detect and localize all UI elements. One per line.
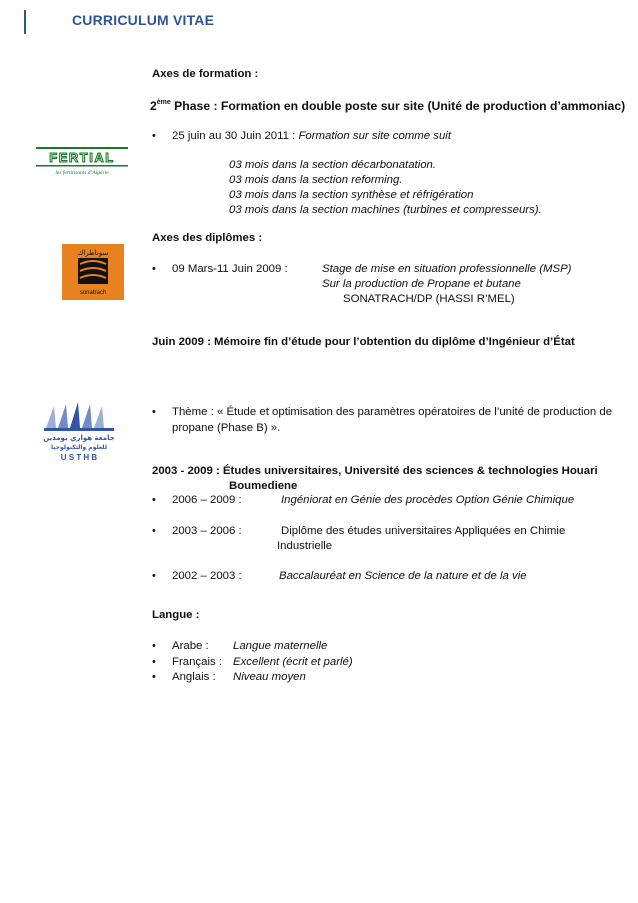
- phase-superscript: ème: [156, 99, 171, 106]
- etudes-item-date: 2006 – 2009 :: [172, 494, 242, 506]
- etudes-item-date: 2003 – 2006 :: [172, 525, 242, 537]
- formation-item: 03 mois dans la section reforming.: [229, 174, 403, 186]
- diplomes-date: 09 Mars-11 Juin 2009 :: [172, 263, 288, 275]
- bullet-icon: •: [152, 130, 156, 142]
- diplomes-line-3: SONATRACH/DP (HASSI R’MEL): [343, 293, 515, 305]
- langue-name: Français :: [172, 656, 223, 668]
- langue-name: Arabe :: [172, 640, 209, 652]
- sonatrach-logo: [62, 244, 124, 300]
- bullet-icon: •: [152, 263, 156, 275]
- bullet-icon: •: [152, 406, 156, 418]
- memoire-theme-line-2: propane (Phase B) ».: [172, 422, 281, 434]
- memoire-heading: Juin 2009 : Mémoire fin d’étude pour l’obtention du diplôme d’Ingénieur d’État: [152, 336, 575, 348]
- diplomes-line-1: Stage de mise en situation professionnelle (MSP): [322, 263, 572, 275]
- memoire-theme-line-1: Thème : « Étude et optimisation des paramètres opératoires de l’unité de production de: [172, 406, 613, 418]
- bullet-icon: •: [152, 494, 156, 506]
- fertial-logo-graphic: [36, 145, 128, 179]
- langue-level: Niveau moyen: [233, 671, 306, 683]
- phase-text: Phase : Formation en double poste sur site (Unité de production d’ammoniac): [170, 99, 626, 113]
- diplomes-heading: Axes des diplômes :: [152, 232, 263, 244]
- header-accent-bar: [24, 10, 26, 34]
- etudes-heading-line-2: Boumediene: [229, 480, 298, 492]
- usthb-logo: [40, 398, 120, 464]
- langue-heading: Langue :: [152, 609, 200, 621]
- diplomes-line-2: Sur la production de Propane et butane: [322, 278, 521, 290]
- formation-bullet-date: 25 juin au 30 Juin 2011 :: [172, 130, 299, 142]
- etudes-item-text: Ingéniorat en Génie des procèdes Option Génie Chimique: [281, 494, 575, 506]
- fertial-logo-name: FERTIAL: [49, 150, 115, 165]
- langue-level: Excellent (écrit et parlé): [233, 656, 353, 668]
- langue-level: Langue maternelle: [233, 640, 328, 652]
- etudes-item-text: Baccalauréat en Science de la nature et de la vie: [279, 570, 527, 582]
- page-title: CURRICULUM VITAE: [72, 12, 215, 28]
- usthb-logo-name: U S T H B: [60, 453, 98, 462]
- fertial-logo: [36, 145, 128, 179]
- sonatrach-logo-arabic: سوناطراك: [77, 249, 109, 257]
- usthb-logo-arabic-1: جامعة هواري بومدين: [43, 434, 115, 442]
- etudes-item-text: Diplôme des études universitaires Appliquées en Chimie: [281, 525, 566, 537]
- formation-heading: Axes de formation :: [152, 68, 259, 80]
- etudes-heading-line-1: 2003 - 2009 : Études universitaires, Université des sciences & technologies Houari: [152, 465, 598, 477]
- bullet-icon: •: [152, 656, 156, 668]
- bullet-icon: •: [152, 671, 156, 683]
- sonatrach-logo-name: sonatrach: [79, 290, 107, 296]
- phase-number: 2: [150, 99, 157, 113]
- formation-bullet-text: Formation sur site comme suit: [298, 130, 452, 142]
- sonatrach-logo-graphic: [62, 244, 124, 300]
- formation-item: 03 mois dans la section synthèse et réfrigération: [229, 189, 474, 201]
- bullet-icon: •: [152, 640, 156, 652]
- langue-name: Anglais :: [172, 671, 216, 683]
- formation-item: 03 mois dans la section machines (turbines et compresseurs).: [229, 204, 542, 216]
- formation-item: 03 mois dans la section décarbonatation.: [229, 159, 437, 171]
- usthb-logo-arabic-2: للعلوم والتكنولوجيا: [50, 444, 108, 451]
- etudes-item-text-cont: Industrielle: [277, 540, 333, 552]
- formation-bullet: [172, 128, 451, 144]
- bullet-icon: •: [152, 570, 156, 582]
- fertial-logo-tagline: les fertilisants d’Algérie: [55, 170, 109, 176]
- formation-phase-title: [150, 98, 625, 114]
- bullet-icon: •: [152, 525, 156, 537]
- usthb-logo-graphic: [40, 398, 120, 464]
- etudes-item-date: 2002 – 2003 :: [172, 570, 242, 582]
